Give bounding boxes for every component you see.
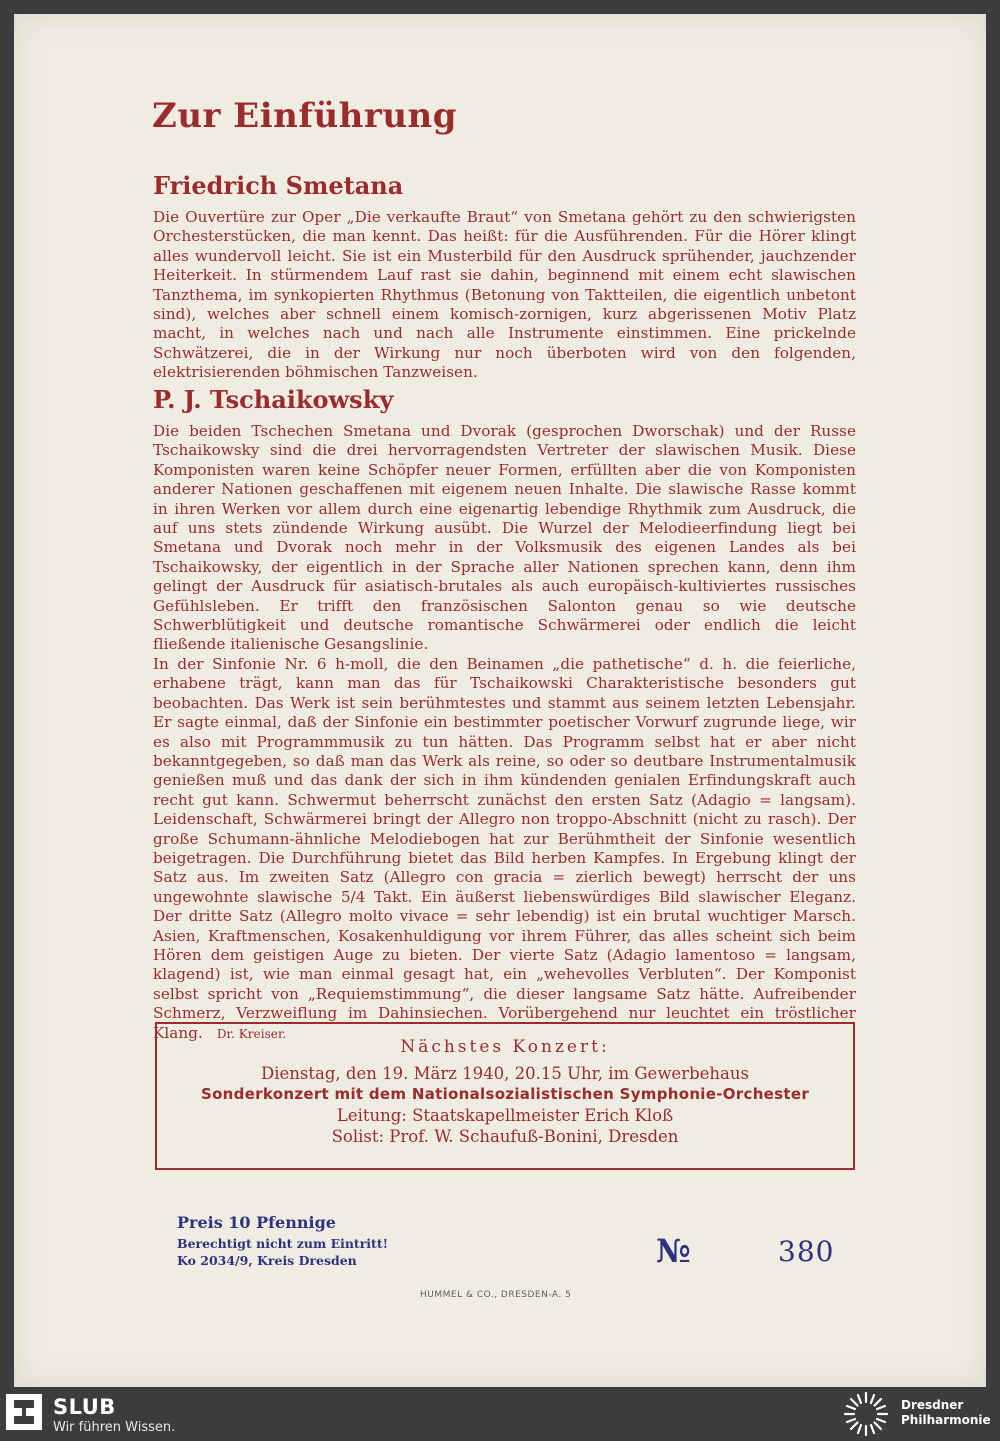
partner-name-line-1[interactable]: Dresdner [901,1398,964,1412]
smetana-text [153,208,856,383]
concert-program: Sonderkonzert mit dem Nationalsozialistischen Symphonie-Orchester [200,1085,810,1103]
permit-number: Ko 2034/9, Kreis Dresden [177,1253,357,1268]
slub-name[interactable]: SLUB [53,1395,116,1419]
next-concert-box [155,1022,855,1170]
printer-imprint: HUMMEL & CO., DRESDEN-A. 5 [420,1290,572,1300]
author-signature: Dr. Kreiser. [216,1026,287,1041]
entry-note: Berechtigt nicht zum Eintritt! [177,1236,389,1251]
philharmonie-logo-icon[interactable] [843,1391,889,1437]
partner-name-line-2[interactable]: Philharmonie [901,1413,991,1427]
concert-date: Dienstag, den 19. März 1940, 20.15 Uhr, im Gewerbehaus [261,1064,749,1083]
number-sign: № [656,1232,691,1270]
concert-conductor: Leitung: Staatskapellmeister Erich Kloß [336,1106,674,1125]
tschaikowsky-paragraph-2 [153,655,856,1044]
page-title: Zur Einführung [152,96,458,136]
price-stamp: Preis 10 Pfennige [177,1213,336,1232]
next-concert-heading: Nächstes Konzert: [400,1037,610,1057]
slub-tagline: Wir führen Wissen. [53,1420,176,1435]
concert-soloist: Solist: Prof. W. Schaufuß-Bonini, Dresden [331,1127,679,1146]
slub-logo-icon[interactable] [6,1394,42,1430]
tschaikowsky-paragraph-2-text: In der Sinfonie Nr. 6 h-moll, die den Beinamen „die pathetische“ d. h. die feierliche, erhabene trägt, kann man das für Tschaikowski Charakteristische besonders gut beobachten. Das Werk ist sein berühmtestes und stammt aus seinem letzten Lebensjahr. Er sagte einmal, daß der Sinfonie ein bestimmter poetischer Vorwurf zugrunde liege, wir es also mit Programmmusik zu tun hätten. Das Programm selbst hat er aber nicht bekanntgegeben, so daß man das Werk als reine, so oder so deutbare Instrumentalmusik genießen muß und das dank der sich in ihm kündenden genialen Erfindungskraft auch recht gut kann. Schwermut beherrscht zunächst den ersten Satz (Adagio = langsam). Leidenschaft, Schwärmerei bringt der Allegro non troppo-Abschnitt (nicht zu rasch). Der große Schumann-ähnliche Melodiebogen hat zur Berühmtheit der Sinfonie wesentlich beigetragen. Die Durchführung bietet das Bild herben Kampfes. In Ergebung klingt der Satz aus. Im zweiten Satz (Allegro con gracia = zierlich bewegt) herrscht der uns ungewohnte slawische 5/4 Takt. Ein äußerst liebenswürdiges Bild slawischer Eleganz. Der dritte Satz (Allegro molto vivace = sehr lebendig) ist ein brutal wuchtiger Marsch. Asien, Kraftmenschen, Kosakenhuldigung vor ihrem Führer, das alles scheint sich beim Hören dem geistigen Auge zu bieten. Der vierte Satz (Adagio lamentoso = langsam, klagend) ist, wie man einmal gesagt hat, ein „wehevolles Verbluten“. Der Komponist selbst spricht von „Requiemstimmung“, die dieser langsame Satz hätte. Aufreibender Schmerz, Verzweiflung im Dahinsiechen. Vorübergehend nur leuchtet ein tröstlicher Klang. [153,654,856,1042]
serial-number: 380 [778,1235,835,1268]
smetana-paragraph: Die Ouvertüre zur Oper „Die verkaufte Braut“ von Smetana gehört zu den schwierigsten Orchesterstücken, die man kennt. Das heißt: für die Ausführenden. Für die Hörer klingt alles wundervoll leicht. Sie ist ein Musterbild für den Ausdruck sprühender, jauchzender Heiterkeit. In stürmendem Lauf rast sie dahin, beginnend mit einem echt slawischen Tanzthema, im synkopierten Rhythmus (Betonung von Taktteilen, die eigentlich unbetont sind), welches aber schnell einem komisch-zornigen, kurz abgerissenen Motiv Platz macht, in welches nach und nach alle Instrumente einstimmen. Eine prickelnde Schwätzerei, die in der Wirkung nur noch überboten wird von den folgenden, elektrisierenden böhmischen Tanzweisen. [153,208,856,382]
section-heading-tschaikowsky: P. J. Tschaikowsky [153,385,394,414]
footer-bar [0,1387,1000,1441]
tschaikowsky-text [153,422,856,1044]
tschaikowsky-paragraph-1: Die beiden Tschechen Smetana und Dvorak (gesprochen Dworschak) und der Russe Tschaikowsky sind die drei hervorragendsten Vertreter der slawischen Musik. Diese Komponisten waren keine Schöpfer neuer Formen, erfüllten aber die von Komponisten anderer Nationen geschaffenen mit eigenem neuen Inhalte. Die slawische Rasse kommt in ihren Werken vor allem durch eine eigenartig lebendige Rhythmik zum Ausdruck, die auf uns stets zündende Wirkung ausübt. Die Wurzel der Melodieerfindung liegt bei Smetana und Dvorak noch mehr in der Volksmusik des eigenen Landes als bei Tschaikowsky, der eigentlich in der Sprache aller Nationen sprechen kann, denn ihm gelingt der Ausdruck für asiatisch-brutales als auch europäisch-kultiviertes russisches Gefühlsleben. Er trifft den französischen Salonton genau so wie deutsche Schwerblütigkeit und deutsche romantische Schwärmerei oder endlich die leicht fließende italienische Gesangslinie. [153,422,856,654]
section-heading-smetana: Friedrich Smetana [153,171,404,200]
